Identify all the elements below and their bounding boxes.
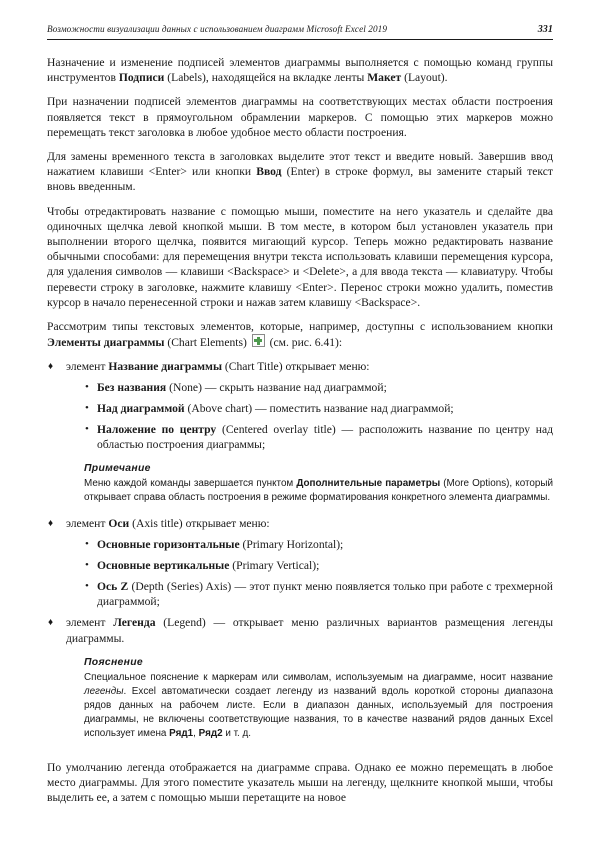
option-name: Ось Z [97,580,129,594]
note-title: Примечание [84,463,151,475]
note-body [84,477,553,505]
option-name: Наложение по центру [97,423,217,437]
plus-icon[interactable] [252,334,265,347]
list-item-chart-title [47,359,553,452]
paragraph-text: (см. рис. 6.41): [266,336,343,350]
term-maket: Макет [367,71,402,85]
round-bullet-icon: • [85,580,89,593]
option-description: (Primary Vertical); [229,558,320,572]
term-osi: Оси [108,517,130,531]
option-description: (None) — скрыть название над диаграммой; [166,380,387,394]
note-poyasnenie [84,657,553,741]
list-item-label [66,516,553,531]
paragraph-text: Рассмотрим типы текстовых элементов, которые, например, доступны с использованием кнопки [47,320,553,334]
term-vvod: Ввод [256,165,282,179]
note-text: и т. д. [222,727,252,739]
axes-options [66,537,553,610]
paragraph-replace-text [47,149,553,195]
round-bullet-icon: • [85,401,89,414]
round-bullet-icon: • [85,380,89,393]
paragraph-edit-title: Чтобы отредактировать название с помощью мыши, поместите на него указатель и сделайте два одиночных щелчка левой кнопкой мыши. В том месте, в котором был установлен указатель при выполнении второго щелчка, появится мигающий курсор. Теперь можно редактировать название обычными способами: для перемещения внутри текста использовать клавиши перемещения курсора, для удаления символов — клавиши <Backspace> и <Delete>, а для ввода текста — клавиатуру. Чтобы перевести строку в заголовке, нажмите клавишу <Enter>. Перенос строки можно удалить, поместив курсор в начало перенесенной строки и нажав затем клавишу <Backspace>. [47,204,553,309]
note-text: (More Options), который открывает справа область построения в режиме форматирования конкретного элемента диаграммы. [84,478,553,504]
term-legendy: легенды [84,685,124,697]
list-item-text: (Chart Title) открывает меню: [222,360,370,374]
paragraph-text: (Chart Elements) [164,336,250,350]
list-item-label [66,359,553,374]
list-item [66,579,553,609]
page-number: 331 [537,24,553,35]
option-description: (Centered overlay title) — расположить название по центру над областью построения диаграммы; [97,423,553,452]
paragraph-text: (Labels), находящейся на вкладке ленты [164,71,368,85]
chart-title-options [66,380,553,453]
round-bullet-icon: • [85,558,89,571]
note-title: Пояснение [84,656,143,668]
list-item-text: элемент [66,616,114,630]
list-item-label [97,558,553,573]
document-body [47,55,553,806]
note-text: , [193,727,199,739]
list-item-label [97,537,553,552]
paragraph-text: (Layout). [401,71,448,85]
option-description: (Depth (Series) Axis) — этот пункт меню появляется только при работе с трехмерной диаграммой; [97,580,553,609]
list-item [66,380,553,395]
term-ryad2: Ряд2 [198,727,223,739]
header-divider [47,39,553,40]
spacer [47,752,553,760]
term-nazvanie-diagrammy: Название диаграммы [108,360,222,374]
list-item-label [97,579,553,609]
list-item-text: (Axis title) открывает меню: [129,517,270,531]
note-body [84,671,553,741]
legend-list [47,615,553,645]
paragraph-chart-elements [47,319,553,350]
list-item-label [97,401,553,416]
diamond-bullet-icon: ♦ [48,361,54,373]
option-name: Над диаграммой [97,401,185,415]
term-elementy-diagrammy: Элементы диаграммы [47,336,165,350]
option-description: (Primary Horizontal); [239,537,344,551]
option-name: Основные вертикальные [97,558,230,572]
note-text: . Excel автоматически создает легенду из названий вдоль короткой стороны диапазона рядов данных на рабочем листе. Если в диапазон данных, используемый для построения диаграммы, не включены соответствующие названия, то в качестве названий рядов данных Excel использует имена [84,685,553,739]
running-header [47,24,553,35]
diamond-bullet-icon: ♦ [48,617,54,629]
paragraph-legend-default: По умолчанию легенда отображается на диаграмме справа. Однако ее можно перемещать в любое место диаграммы. Для этого поместите указатель мыши на легенду, щелкните кнопкой мыши, чтобы выделить ее, а затем с помощью мыши перетащите на новое [47,760,553,805]
list-item [66,558,553,573]
note-text: Меню каждой команды завершается пунктом [84,478,297,490]
note-text: Специальное пояснение к маркерам или символам, используемым на диаграмме, носит название [84,671,553,683]
list-item-label [66,615,553,645]
term-dopolnitelnye-parametry: Дополнительные параметры [296,478,441,490]
paragraph-text: (Enter) в строке формул, вы замените старый текст вновь введенным. [47,165,553,194]
header-title: Возможности визуализации данных с использованием диаграмм Microsoft Excel 2019 [47,24,388,34]
option-name: Без названия [97,380,167,394]
list-item-text: (Legend) — открывает меню различных вариантов размещения легенды диаграммы. [66,616,553,645]
list-item [66,401,553,416]
paragraph-markers: При назначении подписей элементов диаграммы на соответствующих местах области построения появляется текст в прямоугольном обрамлении маркеров. С помощью этих маркеров можно перемещать текст заголовка в любое удобное место области построения. [47,95,553,139]
list-item [66,422,553,452]
round-bullet-icon: • [85,423,89,436]
term-ryad1: Ряд1 [169,727,194,739]
list-item-axes [47,516,553,609]
note-primechanie [84,463,553,505]
list-item-label [97,380,553,395]
list-item [66,537,553,552]
chart-title-list [47,359,553,452]
list-item-text: элемент [66,360,109,374]
diamond-bullet-icon: ♦ [48,518,54,530]
option-description: (Above chart) — поместить название над диаграммой; [184,401,454,415]
list-item-legend [47,615,553,645]
term-podpisi: Подписи [118,71,165,85]
paragraph-labels-group [47,55,553,85]
paragraph-text: Назначение и изменение подписей элементов диаграммы выполняется с помощью команд группы инструментов [47,56,553,85]
option-name: Основные горизонтальные [97,537,240,551]
paragraph-text: Для замены временного текста в заголовках выделите этот текст и введите новый. Завершив ввод нажатием клавиши <Enter> или кнопки [47,150,553,179]
axes-list [47,516,553,609]
list-item-label [97,422,553,452]
round-bullet-icon: • [85,537,89,550]
list-item-text: элемент [66,517,109,531]
term-legenda: Легенда [113,616,156,630]
